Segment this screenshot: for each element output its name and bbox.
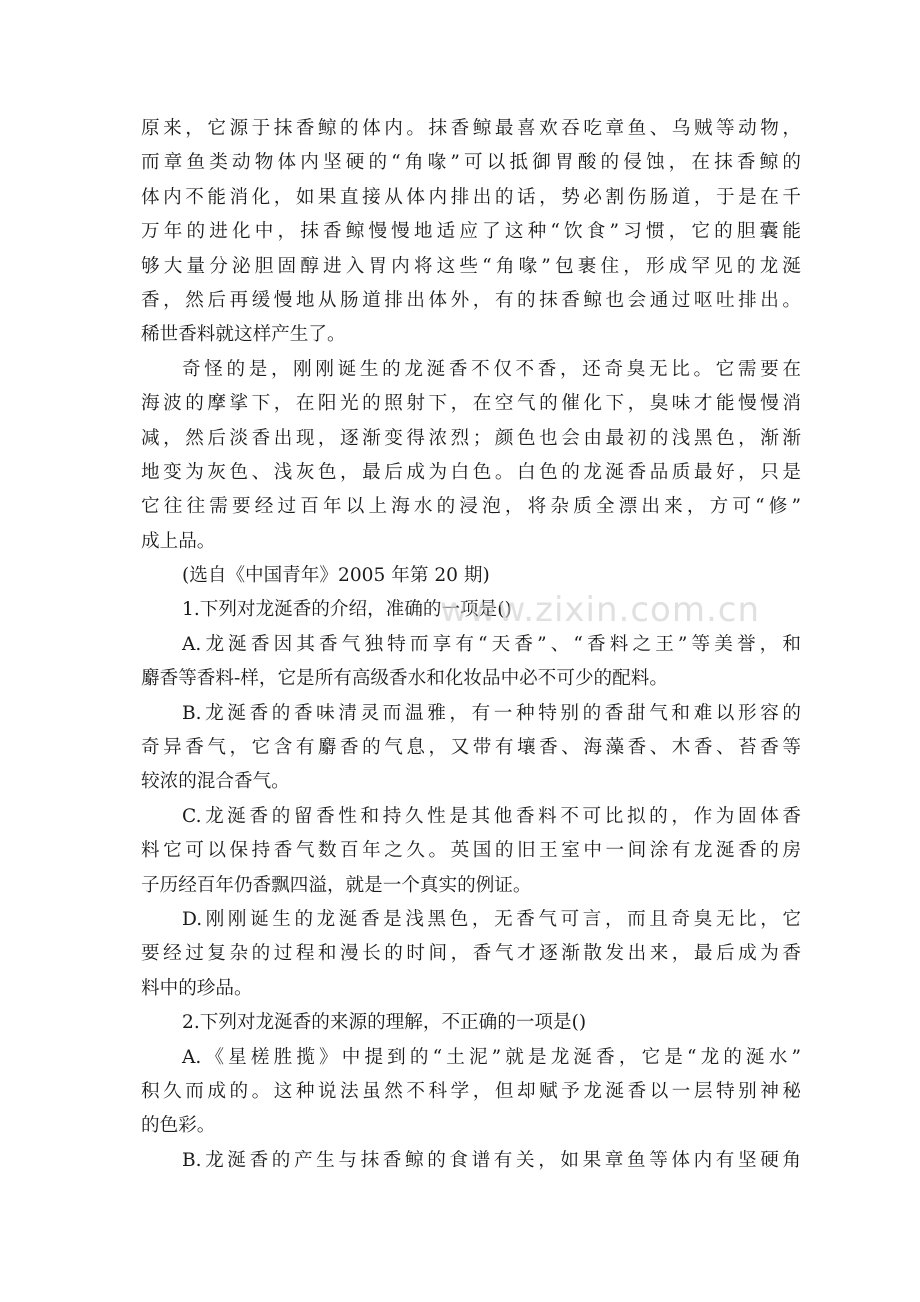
text-line: 够大量分泌胆固醇进入胃内将这些“角喙”包裹住，形成罕见的龙涎 bbox=[141, 255, 801, 277]
text-line: B.龙涎香的香味清灵而温雅，有一种特别的香甜气和难以形容的 bbox=[182, 702, 801, 724]
text-line: 体内不能消化，如果直接从体内排出的话，势必割伤肠道，于是在千 bbox=[141, 186, 801, 208]
document-body bbox=[141, 112, 801, 1178]
text-line: 的色彩。 bbox=[141, 1115, 216, 1137]
text-line: 香，然后再缓慢地从肠道排出体外，有的抹香鲸也会通过呕吐排出。 bbox=[141, 289, 801, 311]
text-line: 海波的摩挲下，在阳光的照射下，在空气的催化下，臭味才能慢慢消 bbox=[141, 393, 801, 415]
text-line: 子历经百年仍香飘四溢，就是一个真实的例证。 bbox=[141, 874, 532, 896]
text-line: 减，然后淡香出现，逐渐变得浓烈；颜色也会由最初的浅黑色，渐渐 bbox=[141, 427, 801, 449]
text-line: C.龙涎香的留香性和持久性是其他香料不可比拟的，作为固体香 bbox=[182, 805, 801, 827]
text-line: 麝香等香料-样，它是所有高级香水和化妆品中必不可少的配料。 bbox=[141, 668, 668, 690]
text-line: 1.下列对龙涎香的介绍，准确的一项是() bbox=[182, 599, 512, 621]
text-line: 奇异香气，它含有麝香的气息，又带有壤香、海藻香、木香、苔香等 bbox=[141, 737, 801, 759]
text-line: A.《星槎胜揽》中提到的“土泥”就是龙涎香，它是“龙的涎水” bbox=[182, 1046, 801, 1068]
text-line: A.龙涎香因其香气独特而享有“天香”、“香料之王”等美誉，和 bbox=[182, 633, 801, 655]
text-line: 地变为灰色、浅灰色，最后成为白色。白色的龙涎香品质最好，只是 bbox=[141, 461, 801, 483]
text-line: 它往往需要经过百年以上海水的浸泡，将杂质全漂出来，方可“修” bbox=[141, 496, 801, 518]
text-line: 要经过复杂的过程和漫长的时间，香气才逐渐散发出来，最后成为香 bbox=[141, 943, 801, 965]
text-line: 积久而成的。这种说法虽然不科学，但却赋予龙涎香以一层特别神秘 bbox=[141, 1080, 801, 1102]
text-line: 万年的进化中，抹香鲸慢慢地适应了这种“饮食”习惯，它的胆囊能 bbox=[141, 221, 801, 243]
text-line: (选自《中国青年》2005 年第 20 期) bbox=[182, 565, 490, 587]
text-line: 2.下列对龙涎香的来源的理解，不正确的一项是() bbox=[182, 1012, 587, 1034]
text-line: 而章鱼类动物体内坚硬的“角喙”可以抵御胃酸的侵蚀，在抹香鲸的 bbox=[141, 152, 801, 174]
text-line: D.刚刚诞生的龙涎香是浅黑色，无香气可言，而且奇臭无比，它 bbox=[182, 908, 801, 930]
text-line: 成上品。 bbox=[141, 530, 216, 552]
text-line: 较浓的混合香气。 bbox=[141, 771, 290, 793]
watermark: www.zixin.com.cn bbox=[440, 590, 760, 630]
text-line: 料它可以保持香气数百年之久。英国的旧王室中一间涂有龙涎香的房 bbox=[141, 840, 801, 862]
text-line: B.龙涎香的产生与抹香鲸的食谱有关，如果章鱼等体内有坚硬角 bbox=[182, 1149, 801, 1171]
text-line: 稀世香料就这样产生了。 bbox=[141, 324, 346, 346]
text-line: 奇怪的是，刚刚诞生的龙涎香不仅不香，还奇臭无比。它需要在 bbox=[182, 358, 801, 380]
text-line: 料中的珍品。 bbox=[141, 977, 253, 999]
text-line: 原来，它源于抹香鲸的体内。抹香鲸最喜欢吞吃章鱼、乌贼等动物， bbox=[141, 118, 801, 139]
